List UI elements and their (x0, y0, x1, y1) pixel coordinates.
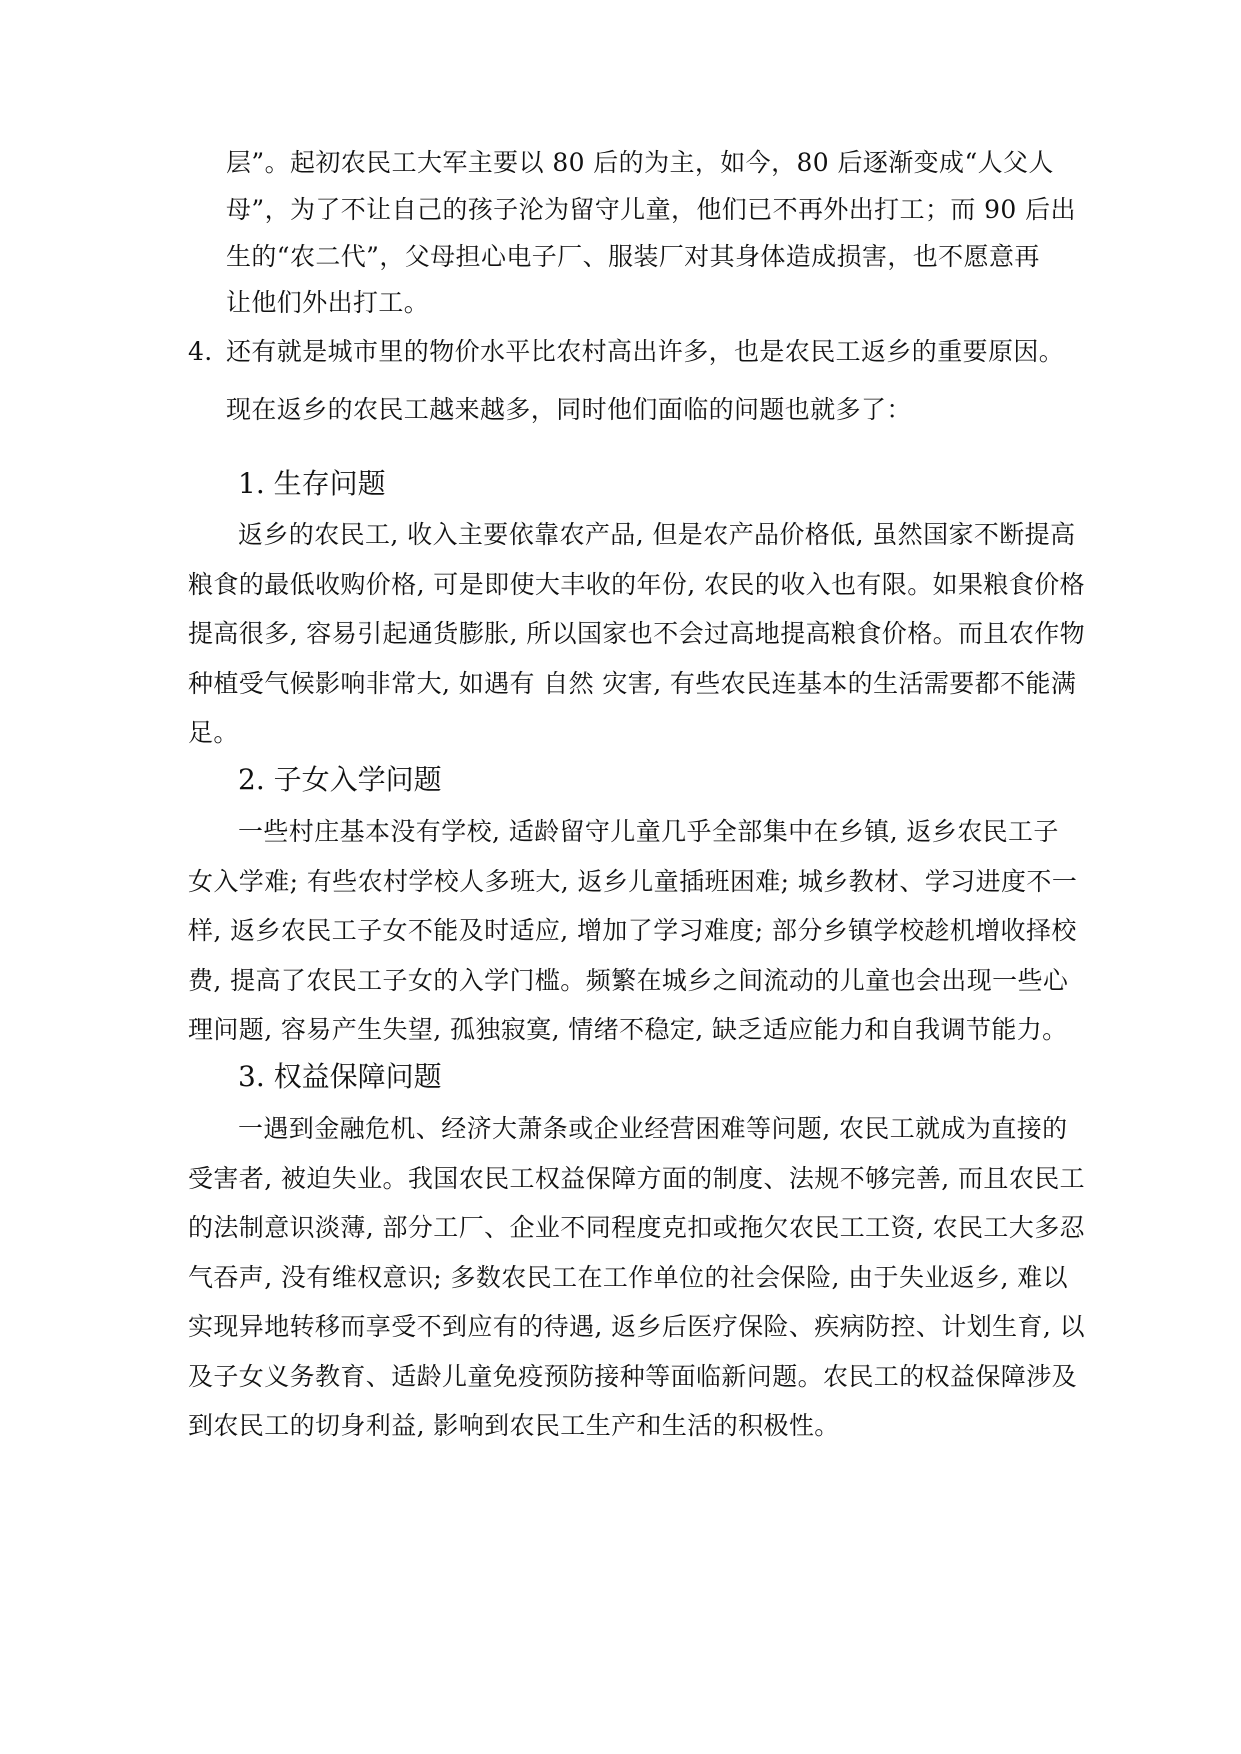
section-3-line-6: 及子女义务教育、适龄儿童免疫预防接种等面临新问题。农民工的权益保障涉及 (188, 1362, 1078, 1391)
section-2-line-5: 理问题, 容易产生失望, 孤独寂寞, 情绪不稳定, 缺乏适应能力和自我调节能力。 (188, 1015, 1068, 1044)
list-item-3-line-2: 母”，为了不让自己的孩子沦为留守儿童，他们已不再外出打工；而 90 后出 (226, 195, 1076, 224)
section-1-line-1: 返乡的农民工, 收入主要依靠农产品, 但是农产品价格低, 虽然国家不断提高 (238, 520, 1076, 549)
section-3-line-7: 到农民工的切身利益, 影响到农民工生产和生活的积极性。 (188, 1411, 840, 1440)
section-1-line-4: 种植受气候影响非常大, 如遇有 自然 灾害, 有些农民连基本的生活需要都不能满 (188, 669, 1077, 698)
section-3-line-4: 气吞声, 没有维权意识; 多数农民工在工作单位的社会保险, 由于失业返乡, 难以 (188, 1263, 1069, 1292)
section-1-heading: 1. 生存问题 (238, 467, 386, 500)
section-3-line-3: 的法制意识淡薄, 部分工厂、企业不同程度克扣或拖欠农民工工资, 农民工大多忍 (188, 1213, 1085, 1242)
section-2-heading: 2. 子女入学问题 (238, 763, 442, 796)
intro-paragraph: 现在返乡的农民工越来越多，同时他们面临的问题也就多了： (226, 395, 912, 424)
section-1-line-3: 提高很多, 容易引起通货膨胀, 所以国家也不会过高地提高粮食价格。而且农作物 (188, 619, 1085, 648)
list-item-3-line-1: 层”。起初农民工大军主要以 80 后的为主，如今，80 后逐渐变成“人父人 (226, 148, 1054, 177)
section-2-line-2: 女入学难; 有些农村学校人多班大, 返乡儿童插班困难; 城乡教材、学习进度不一 (188, 867, 1078, 896)
list-item-3-line-3: 生的“农二代”，父母担心电子厂、服装厂对其身体造成损害，也不愿意再 (226, 242, 1040, 271)
section-1-line-2: 粮食的最低收购价格, 可是即使大丰收的年份, 农民的收入也有限。如果粮食价格 (188, 570, 1085, 599)
section-3-line-2: 受害者, 被迫失业。我国农民工权益保障方面的制度、法规不够完善, 而且农民工 (188, 1164, 1085, 1193)
section-2-line-1: 一些村庄基本没有学校, 适龄留守儿童几乎全部集中在乡镇, 返乡农民工子 (238, 817, 1059, 846)
section-3-line-5: 实现异地转移而享受不到应有的待遇, 返乡后医疗保险、疾病防控、计划生育, 以 (188, 1312, 1085, 1341)
list-item-4-text: 还有就是城市里的物价水平比农村高出许多，也是农民工返乡的重要原因。 (226, 337, 1065, 366)
section-1-line-5: 足。 (188, 718, 239, 747)
section-2-line-4: 费, 提高了农民工子女的入学门槛。频繁在城乡之间流动的儿童也会出现一些心 (188, 966, 1069, 995)
section-3-heading: 3. 权益保障问题 (238, 1060, 442, 1093)
list-item-4-number: 4. (188, 337, 213, 366)
list-item-3-line-4: 让他们外出打工。 (226, 288, 430, 317)
section-2-line-3: 样, 返乡农民工子女不能及时适应, 增加了学习难度; 部分乡镇学校趁机增收择校 (188, 916, 1077, 945)
section-3-line-1: 一遇到金融危机、经济大萧条或企业经营困难等问题, 农民工就成为直接的 (238, 1114, 1068, 1143)
